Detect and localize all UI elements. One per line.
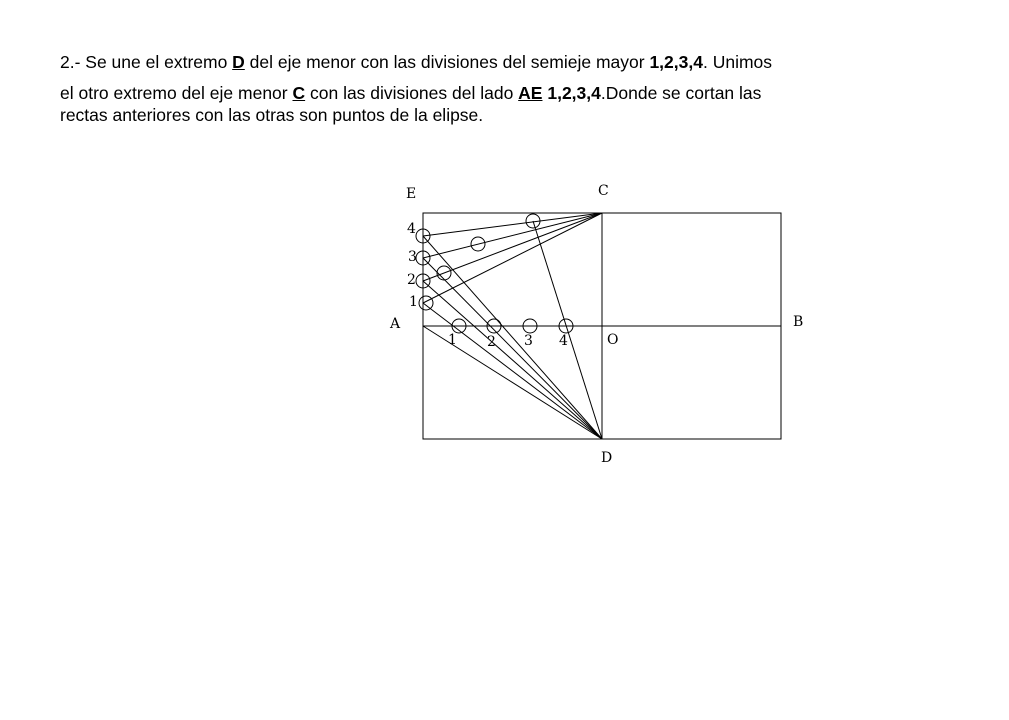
label-axis-1: 1 xyxy=(448,332,457,348)
text-fragment: rectas anteriores con las otras son puntos de la elipse. xyxy=(60,105,484,125)
label-axis-4: 4 xyxy=(559,333,568,349)
label-side-1: 1 xyxy=(409,294,418,310)
line-d-through-axis-1 xyxy=(423,303,602,439)
text-fragment: .Donde se cortan las xyxy=(600,83,762,103)
line-c-to-side-4 xyxy=(423,213,602,236)
label-a: A xyxy=(390,316,401,332)
divisions-ref: 1,2,3,4 xyxy=(649,52,703,72)
line-d-to-point xyxy=(533,221,602,439)
divisions-ref: 1,2,3,4 xyxy=(547,83,601,103)
line-c-to-side-2 xyxy=(423,213,602,281)
label-e: E xyxy=(406,186,417,202)
text-fragment: . Unimos xyxy=(702,52,773,72)
label-axis-3: 3 xyxy=(524,333,533,349)
label-side-2: 2 xyxy=(407,272,416,288)
division-circle-side-1 xyxy=(419,296,433,310)
label-d: D xyxy=(601,450,613,466)
line-d-through-axis-3 xyxy=(423,258,602,439)
text-fragment: 2.- Se une el extremo xyxy=(60,52,233,72)
label-b: B xyxy=(793,314,804,330)
line-d-through-axis-2 xyxy=(423,281,602,439)
line-c-to-side-3 xyxy=(423,213,602,258)
label-side-4: 4 xyxy=(407,221,416,237)
side-ae-ref: AE xyxy=(518,83,543,103)
line-c-to-side-1 xyxy=(423,213,602,303)
text-fragment: con las divisiones del lado xyxy=(305,83,519,103)
label-axis-2: 2 xyxy=(487,334,496,350)
point-d-ref: D xyxy=(232,52,245,72)
label-c: C xyxy=(598,183,609,199)
point-c-ref: C xyxy=(292,83,306,103)
text-fragment: del eje menor con las divisiones del semieje mayor xyxy=(244,52,650,72)
label-side-3: 3 xyxy=(408,249,417,265)
text-fragment: el otro extremo del eje menor xyxy=(60,83,293,103)
label-o: O xyxy=(607,332,619,348)
